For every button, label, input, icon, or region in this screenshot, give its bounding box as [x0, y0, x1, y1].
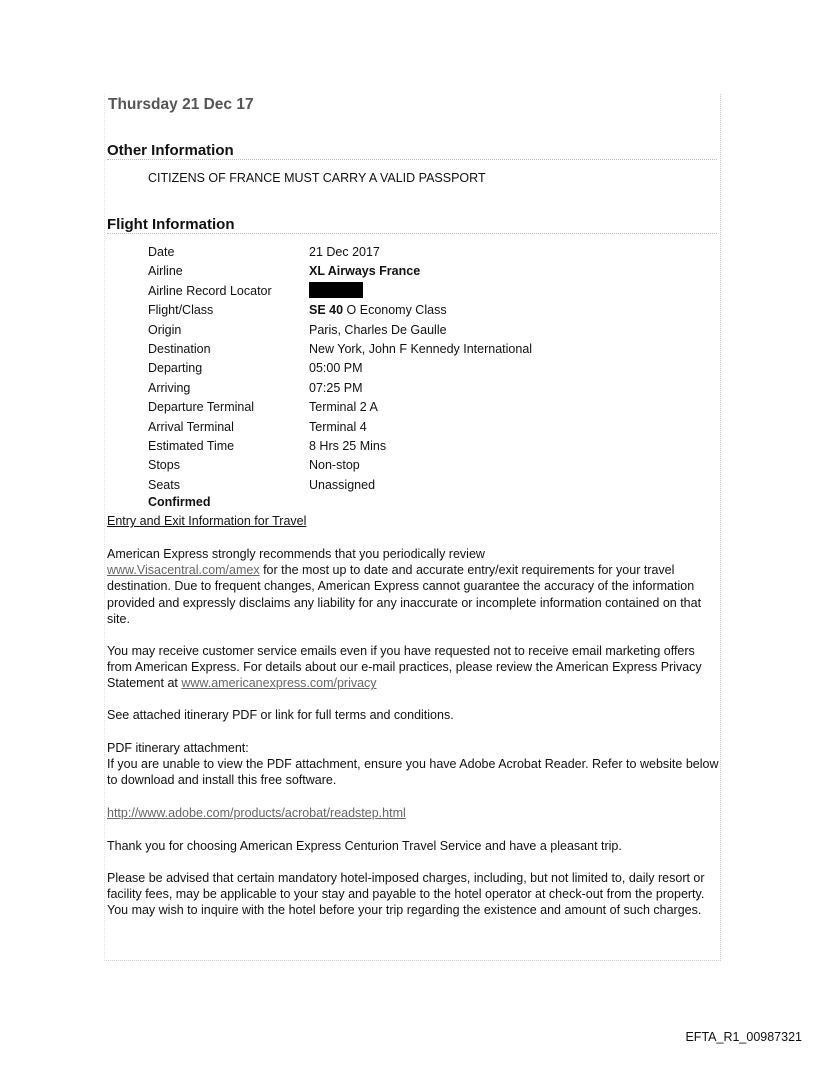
flight-row-flight-class	[148, 301, 532, 320]
row-value: Terminal 2 A	[309, 400, 378, 415]
flight-row-destination	[148, 340, 532, 359]
adobe-download-link[interactable]: http://www.adobe.com/products/acrobat/readstep.html	[107, 806, 406, 820]
flight-class: O Economy Class	[343, 303, 447, 318]
entry-exit-info-link[interactable]: Entry and Exit Information for Travel	[107, 514, 307, 528]
flight-row-arriving	[148, 379, 532, 398]
row-value: 8 Hrs 25 Mins	[309, 438, 387, 453]
terms-paragraph: See attached itinerary PDF or link for full terms and conditions.	[107, 708, 454, 722]
row-value: New York, John F Kennedy International	[309, 341, 533, 356]
row-label: Seats	[148, 477, 180, 492]
row-value: 05:00 PM	[309, 361, 363, 376]
row-value: 21 Dec 2017	[309, 245, 380, 259]
paragraph-text: You may receive customer service emails even if you have requested not to receive email marketing offers from American Express. For details about our e-mail practices, please review the American Express Privacy Statement at	[107, 644, 702, 691]
row-label: Flight/Class	[148, 303, 214, 318]
row-label: Date	[148, 245, 175, 259]
flight-row-airline	[148, 262, 532, 281]
flight-row-arrival-terminal	[148, 418, 532, 437]
redaction-box	[309, 282, 363, 298]
visa-paragraph	[107, 546, 719, 627]
paragraph-text: for the most up to date and accurate entry/exit requirements for your travel destination. Due to frequent changes, American Express cannot guarantee the accuracy of the information provided and expressly disclaims any liability for any inaccurate or incomplete information contained on that site.	[107, 563, 702, 626]
privacy-paragraph	[107, 643, 719, 692]
row-value: Paris, Charles De Gaulle	[309, 322, 447, 337]
row-label: Departing	[148, 361, 203, 376]
row-value: Non-stop	[309, 458, 360, 473]
flight-row-record-locator	[148, 282, 532, 301]
flight-row-stops	[148, 456, 532, 475]
row-label: Stops	[148, 458, 180, 473]
row-label: Arrival Terminal	[148, 419, 234, 434]
row-label: Arriving	[148, 380, 191, 395]
row-label: Destination	[148, 341, 211, 356]
flight-row-origin	[148, 321, 532, 340]
booking-status: Confirmed	[148, 495, 211, 509]
visacentral-link[interactable]: www.Visacentral.com/amex	[107, 563, 260, 578]
row-label: Airline	[148, 264, 183, 279]
paragraph-text: American Express strongly recommends that you periodically review	[107, 547, 485, 561]
thank-you-paragraph: Thank you for choosing American Express Centurion Travel Service and have a pleasant trip.	[107, 839, 622, 853]
row-value: 07:25 PM	[309, 380, 363, 395]
flight-row-estimated-time	[148, 437, 532, 456]
hotel-charges-paragraph: Please be advised that certain mandatory hotel-imposed charges, including, but not limited to, daily resort or facility fees, may be applicable to your stay and payable to the hotel operator at check-out from the property. You may wish to inquire with the hotel before your trip regarding the existence and amount of such charges.	[107, 871, 705, 918]
flight-row-departure-terminal	[148, 398, 532, 417]
airline-name: XL Airways France	[309, 264, 421, 279]
flight-row-seats	[148, 476, 532, 495]
flight-details-table	[148, 243, 532, 495]
flight-information-title: Flight Information	[107, 216, 717, 234]
other-information-text: CITIZENS OF FRANCE MUST CARRY A VALID PASSPORT	[148, 171, 486, 185]
flight-row-date	[148, 243, 532, 262]
row-value: Terminal 4	[309, 419, 367, 434]
paragraph-text: If you are unable to view the PDF attachment, ensure you have Adobe Acrobat Reader. Refer to website below to download and install this free software.	[107, 757, 719, 788]
row-label: Estimated Time	[148, 438, 235, 453]
pdf-paragraph	[107, 740, 719, 789]
date-header: Thursday 21 Dec 17	[108, 96, 254, 113]
row-label: Airline Record Locator	[148, 283, 272, 298]
document-id: EFTA_R1_00987321	[685, 1030, 802, 1044]
row-label: Origin	[148, 322, 182, 337]
other-information-title: Other Information	[107, 142, 717, 160]
row-value: Unassigned	[309, 477, 376, 492]
privacy-link[interactable]: www.americanexpress.com/privacy	[181, 676, 377, 691]
flight-number: SE 40	[309, 303, 344, 318]
paragraph-text: PDF itinerary attachment:	[107, 741, 249, 755]
flight-row-departing	[148, 359, 532, 378]
row-label: Departure Terminal	[148, 400, 255, 415]
